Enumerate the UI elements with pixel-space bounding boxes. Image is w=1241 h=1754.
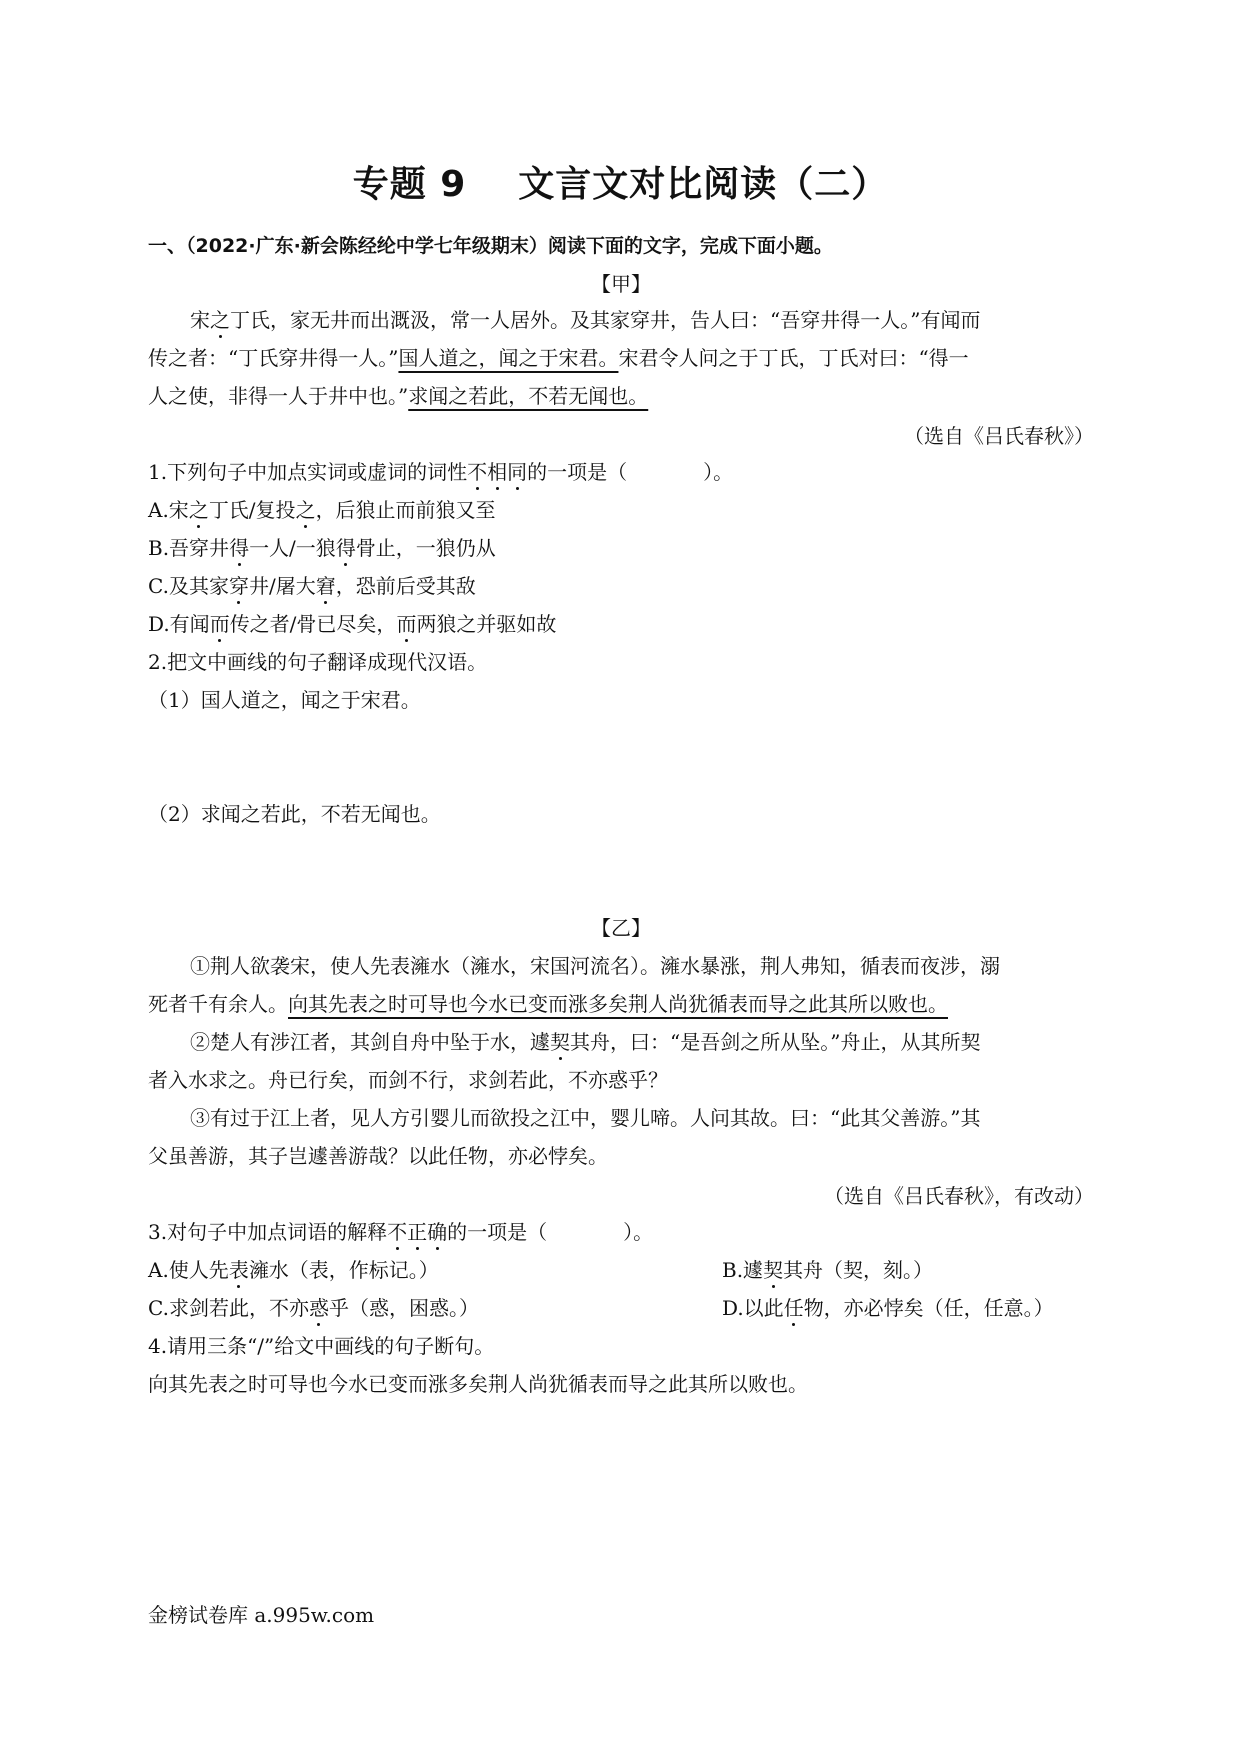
text-run: 3.对句子中加点词语的解释 bbox=[148, 1220, 388, 1244]
passage-yi-label: 【乙】 bbox=[591, 916, 651, 940]
passage-yi-line-1: ①荆人欲袭宋，使人先表澭水（澭水，宋国河流名）。澭水暴涨，荆人弗知，循表而夜涉，溺 bbox=[190, 954, 1000, 978]
question-3 bbox=[148, 1218, 1094, 1246]
text-run: 宋 bbox=[190, 308, 210, 332]
passage-jia-line-1 bbox=[148, 306, 1094, 334]
text-run: 人之使，非得一人于井中也。” bbox=[148, 384, 409, 408]
dotted-char: 不 bbox=[387, 1220, 408, 1244]
text-run: ②楚人有涉江者，其剑自舟中坠于水，遽 bbox=[190, 1030, 550, 1054]
q3-option-c bbox=[148, 1296, 479, 1320]
text-run: 澭水（表，作标记。） bbox=[248, 1258, 439, 1282]
text-run: C.求剑若此，不亦 bbox=[148, 1296, 309, 1320]
passage-jia-line-2 bbox=[148, 344, 1094, 372]
dotted-char: 契 bbox=[763, 1258, 784, 1282]
q1-option-d bbox=[148, 610, 1094, 638]
dotted-char: 同 bbox=[507, 460, 528, 484]
q1-option-b bbox=[148, 534, 1094, 562]
question-1 bbox=[148, 458, 1094, 486]
text-run: 其舟，曰：“是吾剑之所从坠。”舟止，从其所契 bbox=[570, 1030, 981, 1054]
text-run: C.及其家 bbox=[148, 574, 229, 598]
text-run: ）。 bbox=[703, 460, 734, 484]
text-run: B.吾穿井 bbox=[148, 536, 230, 560]
passage-yi-source: （选自《吕氏春秋》，有改动） bbox=[824, 1184, 1094, 1208]
text-run: D.有闻 bbox=[148, 612, 210, 636]
text-run: 骨止，一狼仍从 bbox=[355, 536, 496, 560]
text-run: 1.下列句子中加点实词或虚词的词性 bbox=[148, 460, 468, 484]
q3-option-a bbox=[148, 1258, 439, 1282]
text-run: 的一项是（ bbox=[447, 1220, 548, 1244]
q3-option-d bbox=[722, 1294, 1054, 1322]
question-2: 2.把文中画线的句子翻译成现代汉语。 bbox=[148, 650, 488, 674]
title-topic: 专题 9 bbox=[352, 164, 467, 205]
text-run: 两狼之并驱如故 bbox=[416, 612, 557, 636]
section-header: 一、（2022·广东·新会陈经纶中学七年级期末）阅读下面的文字，完成下面小题。 bbox=[148, 235, 833, 257]
text-run: 的一项是（ bbox=[527, 460, 628, 484]
dotted-char: 得 bbox=[335, 536, 356, 560]
title-name: 文言文对比阅读（二） bbox=[518, 164, 889, 205]
dotted-char: 而 bbox=[396, 612, 417, 636]
dotted-char: 正 bbox=[407, 1220, 428, 1244]
q1-option-a bbox=[148, 496, 1094, 524]
text-run: 一人/一狼 bbox=[249, 536, 336, 560]
text-run: A.使人先 bbox=[148, 1258, 229, 1282]
dotted-char: 表 bbox=[228, 1258, 249, 1282]
underlined-sentence-1: 国人道之，闻之于宋君。 bbox=[398, 346, 619, 370]
underlined-sentence-3: 向其先表之时可导也今水已变而涨多矣荆人尚犹循表而导之此其所以败也。 bbox=[288, 992, 948, 1016]
text-run: 物，亦必悖矣（任，任意。） bbox=[803, 1296, 1054, 1320]
dotted-char: 窘 bbox=[315, 574, 336, 598]
text-run: D.以此 bbox=[722, 1296, 784, 1320]
q3-option-b bbox=[722, 1256, 933, 1284]
text-run: 乎（惑，困惑。） bbox=[328, 1296, 479, 1320]
q3-options-row-1 bbox=[148, 1256, 1094, 1284]
question-4-text: 向其先表之时可导也今水已变而涨多矣荆人尚犹循表而导之此其所以败也。 bbox=[148, 1372, 808, 1396]
passage-yi-line-4: 者入水求之。舟已行矣，而剑不行，求剑若此，不亦惑乎？ bbox=[148, 1068, 668, 1092]
text-run: ，恐前后受其敌 bbox=[335, 574, 476, 598]
passage-jia-source: （选自《吕氏春秋》） bbox=[904, 424, 1094, 448]
dotted-char: 任 bbox=[783, 1296, 804, 1320]
text-run: 丁氏/复投 bbox=[208, 498, 296, 522]
text-run: 井/屠大 bbox=[248, 574, 316, 598]
dotted-char: 之 bbox=[188, 498, 209, 522]
text-run: ，后狼止而前狼又至 bbox=[315, 498, 496, 522]
question-2-part-1: （1）国人道之，闻之于宋君。 bbox=[148, 688, 421, 712]
text-run: ）。 bbox=[623, 1220, 654, 1244]
text-run: 其舟（契，刻。） bbox=[783, 1258, 934, 1282]
dotted-char: 确 bbox=[427, 1220, 448, 1244]
text-run: B.遽 bbox=[722, 1258, 764, 1282]
dotted-char: 相 bbox=[487, 460, 508, 484]
dotted-char: 而 bbox=[209, 612, 230, 636]
dotted-char: 穿 bbox=[228, 574, 249, 598]
underlined-sentence-2: 求闻之若此，不若无闻也。 bbox=[408, 384, 649, 408]
text-run: 传之者：“丁氏穿井得一人。” bbox=[148, 346, 399, 370]
q1-option-c bbox=[148, 572, 1094, 600]
passage-yi-line-3 bbox=[148, 1028, 1094, 1056]
dotted-char: 惑 bbox=[308, 1296, 329, 1320]
text-run: A.宋 bbox=[148, 498, 189, 522]
dotted-char: 得 bbox=[229, 536, 250, 560]
dotted-char: 之 bbox=[210, 308, 230, 332]
footer-watermark: 金榜试卷库 a.995w.com bbox=[148, 1603, 375, 1627]
text-run: 死者千有余人。 bbox=[148, 992, 288, 1016]
passage-jia-line-3 bbox=[148, 382, 1094, 410]
passage-yi-line-6: 父虽善游，其子岂遽善游哉？以此任物，亦必悖矣。 bbox=[148, 1144, 608, 1168]
passage-yi-line-5: ③有过于江上者，见人方引婴儿而欲投之江中，婴儿啼。人问其故。曰：“此其父善游。”其 bbox=[190, 1106, 981, 1130]
q3-options-row-2 bbox=[148, 1294, 1094, 1322]
dotted-char: 契 bbox=[550, 1030, 570, 1054]
passage-jia-label: 【甲】 bbox=[591, 272, 651, 296]
text-run: 丁氏，家无井而出溉汲，常一人居外。及其家穿井，告人曰：“吾穿井得一人。”有闻而 bbox=[230, 308, 981, 332]
question-2-part-2: （2）求闻之若此，不若无闻也。 bbox=[148, 802, 441, 826]
page-title bbox=[0, 156, 1241, 207]
text-run: 宋君令人问之于丁氏，丁氏对曰：“得一 bbox=[618, 346, 969, 370]
dotted-char: 之 bbox=[295, 498, 316, 522]
dotted-char: 不 bbox=[467, 460, 488, 484]
text-run: 传之者/骨已尽矣， bbox=[229, 612, 397, 636]
question-4: 4.请用三条“/”给文中画线的句子断句。 bbox=[148, 1334, 495, 1358]
passage-yi-line-2 bbox=[148, 990, 1094, 1018]
